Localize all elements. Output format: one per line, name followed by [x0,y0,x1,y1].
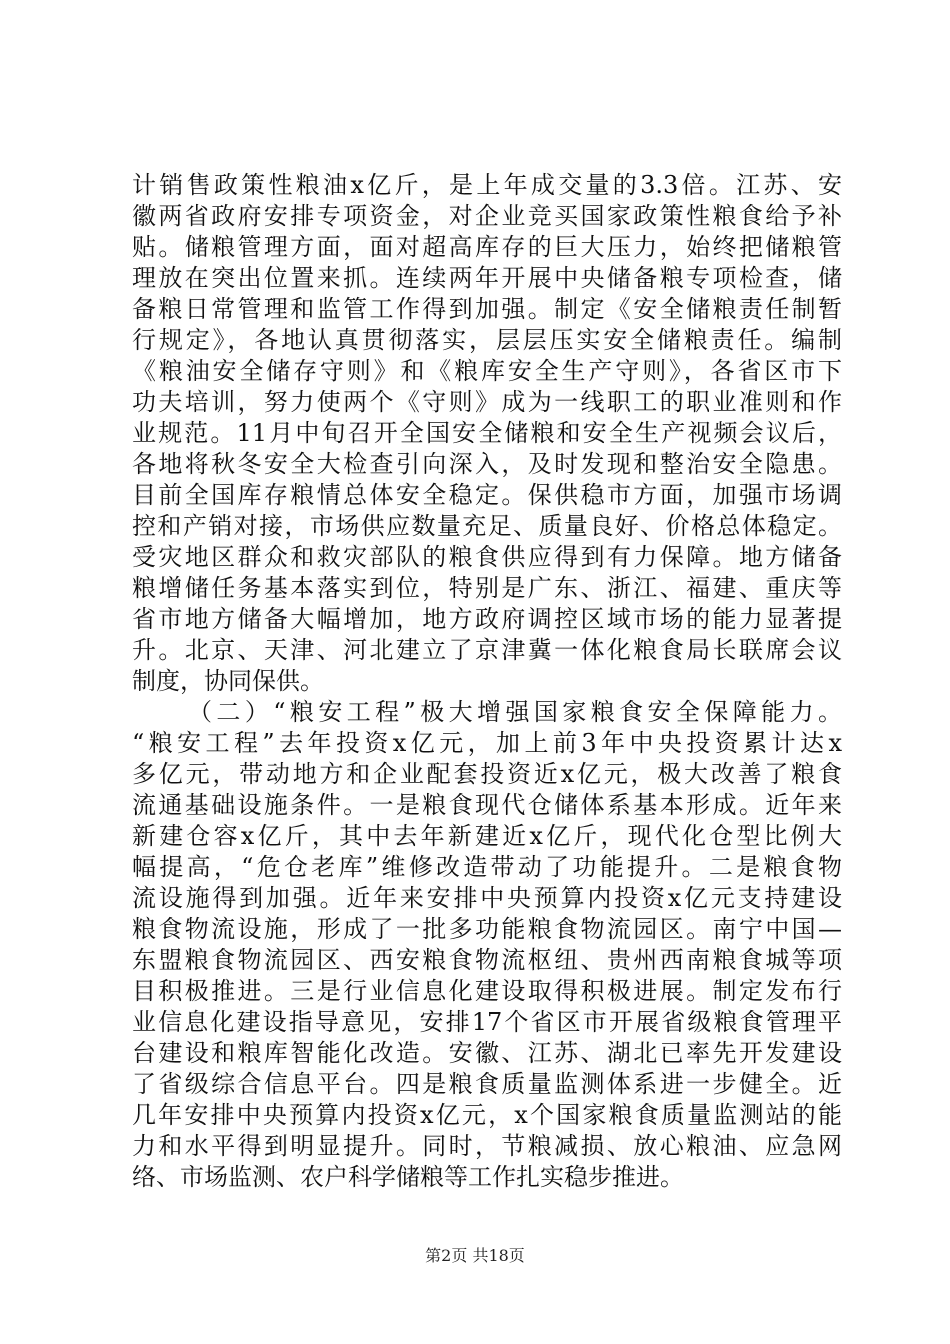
text-line: 多亿元，带动地方和企业配套投资近x亿元，极大改善了粮食 [132,760,842,788]
text-line: 制度，协同保供。 [132,667,324,695]
text-line: 流通基础设施条件。一是粮食现代仓储体系基本形成。近年来 [132,791,842,819]
text-line: 徽两省政府安排专项资金，对企业竞买国家政策性粮食给予补 [132,202,842,230]
text-line: “粮安工程”去年投资x亿元，加上前3年中央投资累计达x [132,729,842,757]
document-body [132,170,842,1193]
text-line: 流设施得到加强。近年来安排中央预算内投资x亿元支持建设 [132,884,842,912]
text-line: 受灾地区群众和救灾部队的粮食供应得到有力保障。地方储备 [132,543,842,571]
text-line: 功夫培训，努力使两个《守则》成为一线职工的职业准则和作 [132,388,842,416]
text-line: 业信息化建设指导意见，安排17个省区市开展省级粮食管理平 [132,1008,842,1036]
paragraph-2 [132,697,842,1193]
text-line: 幅提高，“危仓老库”维修改造带动了功能提升。二是粮食物 [132,853,842,881]
text-line: 几年安排中央预算内投资x亿元，x个国家粮食质量监测站的能 [132,1101,842,1129]
text-line: 《粮油安全储存守则》和《粮库安全生产守则》，各省区市下 [132,357,842,385]
text-line: 备粮日常管理和监管工作得到加强。制定《安全储粮责任制暂 [132,295,842,323]
text-line: 计销售政策性粮油x亿斤，是上年成交量的3.3倍。江苏、安 [132,171,842,199]
text-line: （二）“粮安工程”极大增强国家粮食安全保障能力。 [188,698,842,726]
text-line: 络、市场监测、农户科学储粮等工作扎实稳步推进。 [132,1163,684,1191]
page-number-label: 第2页 共18页 [425,1246,525,1265]
text-line: 控和产销对接，市场供应数量充足、质量良好、价格总体稳定。 [132,512,842,540]
text-line: 东盟粮食物流园区、西安粮食物流枢纽、贵州西南粮食城等项 [132,946,842,974]
text-line: 力和水平得到明显提升。同时，节粮减损、放心粮油、应急网 [132,1132,842,1160]
text-line: 行规定》，各地认真贯彻落实，层层压实安全储粮责任。编制 [132,326,842,354]
text-line: 台建设和粮库智能化改造。安徽、江苏、湖北已率先开发建设 [132,1039,842,1067]
text-line: 粮食物流设施，形成了一批多功能粮食物流园区。南宁中国— [132,915,842,943]
text-line: 目积极推进。三是行业信息化建设取得积极进展。制定发布行 [132,977,842,1005]
text-line: 新建仓容x亿斤，其中去年新建近x亿斤，现代化仓型比例大 [132,822,842,850]
text-line: 贴。储粮管理方面，面对超高库存的巨大压力，始终把储粮管 [132,233,842,261]
text-line: 理放在突出位置来抓。连续两年开展中央储备粮专项检查，储 [132,264,842,292]
text-line: 了省级综合信息平台。四是粮食质量监测体系进一步健全。近 [132,1070,842,1098]
text-line: 粮增储任务基本落实到位，特别是广东、浙江、福建、重庆等 [132,574,842,602]
text-line: 各地将秋冬安全大检查引向深入，及时发现和整治安全隐患。 [132,450,842,478]
page-footer [0,1243,950,1266]
text-line: 省市地方储备大幅增加，地方政府调控区域市场的能力显著提 [132,605,842,633]
text-line: 业规范。11月中旬召开全国安全储粮和安全生产视频会议后， [132,419,842,447]
paragraph-1 [132,170,842,697]
text-line: 升。北京、天津、河北建立了京津冀一体化粮食局长联席会议 [132,636,842,664]
text-line: 目前全国库存粮情总体安全稳定。保供稳市方面，加强市场调 [132,481,842,509]
